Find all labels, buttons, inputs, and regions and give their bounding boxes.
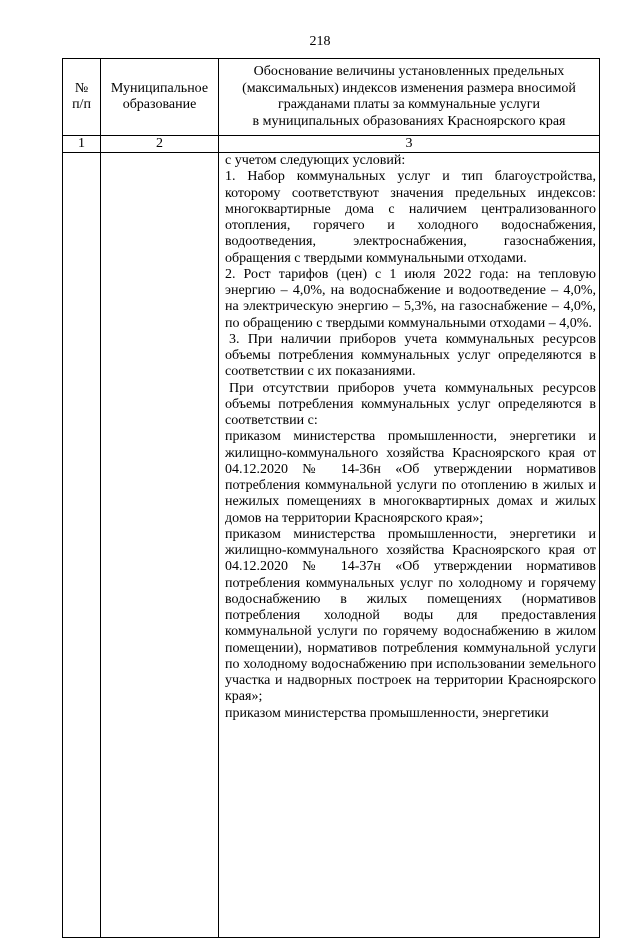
- header-municipality-label: Муниципальное образование: [110, 80, 209, 112]
- paragraph-services-set: 1. Набор коммунальных услуг и тип благоустройства, которому соответствуют значения предельных индексов: многоквартирные дома с наличием централизованного отопления, горячего и холодного водоснабжения, водоотведения, электроснабжения, газоснабжения, обращения с твердыми коммунальными отходами.: [225, 169, 596, 266]
- header-line: Обоснование величины установленных предельных: [253, 64, 565, 79]
- paragraph-metering-absent: При отсутствии приборов учета коммунальных ресурсов объемы потребления коммунальных услуг определяются в соответствии с:: [225, 380, 596, 428]
- header-line: гражданами платы за коммунальные услуги: [278, 97, 540, 112]
- page-number: 218: [309, 34, 331, 49]
- paragraph-order-next: приказом министерства промышленности, энергетики: [225, 705, 549, 721]
- justification-table: [62, 58, 600, 938]
- row-number-cell: [63, 153, 101, 938]
- header-line: в муниципальных образованиях Красноярского края: [252, 113, 566, 129]
- header-line: (максимальных) индексов изменения размера вносимой: [242, 80, 576, 96]
- table-header-row: [63, 59, 600, 136]
- row-municipality-cell: [101, 153, 219, 938]
- column-number-2: 2: [101, 136, 219, 153]
- header-justification-label: [219, 61, 599, 133]
- column-numbering-row: [63, 136, 600, 153]
- paragraph-metering-present: 3. При наличии приборов учета коммунальных ресурсов объемы потребления коммунальных услуг определяются в соответствии с их показаниями.: [225, 331, 596, 380]
- paragraph-order-14-36n: приказом министерства промышленности, энергетики и жилищно-коммунального хозяйства Красноярского края от 04.12.2020 № 14-36н «Об утверждении нормативов потребления коммунальной услуги по отоплению в жилых и нежилых помещениях в многоквартирных домах и жилых домов на территории Красноярского края»;: [225, 429, 596, 526]
- header-justification-column: [219, 59, 600, 136]
- header-municipality-column: [101, 59, 219, 136]
- paragraph-tariff-growth: 2. Рост тарифов (цен) с 1 июля 2022 года: на тепловую энергию – 4,0%, на водоснабжение и водоотведение – 4,0%, на электрическую энергию – 5,3%, на газоснабжение – 4,0%, по обращению с твердыми коммунальными отходами – 4,0%.: [225, 266, 596, 331]
- row-justification-cell: [219, 153, 600, 938]
- column-number-1: 1: [63, 136, 101, 153]
- header-number-label: № п/п: [72, 80, 91, 112]
- header-number-column: [63, 59, 101, 136]
- paragraph-conditions-intro: с учетом следующих условий:: [225, 153, 406, 168]
- table-row: [63, 153, 600, 938]
- column-number-3: 3: [219, 136, 600, 153]
- paragraph-order-14-37n: приказом министерства промышленности, энергетики и жилищно-коммунального хозяйства Красноярского края от 04.12.2020 № 14-37н «Об утверждении нормативов потребления коммунальных услуг по холодному и горячему водоснабжению в жилых помещениях (нормативов потребления холодной воды для предоставления коммунальной услуги по горячему водоснабжению в жилом помещении), нормативов потребления коммунальной услуги по холодному водоснабжению при использовании земельного участка и надворных построек на территории Красноярского края»;: [225, 526, 596, 705]
